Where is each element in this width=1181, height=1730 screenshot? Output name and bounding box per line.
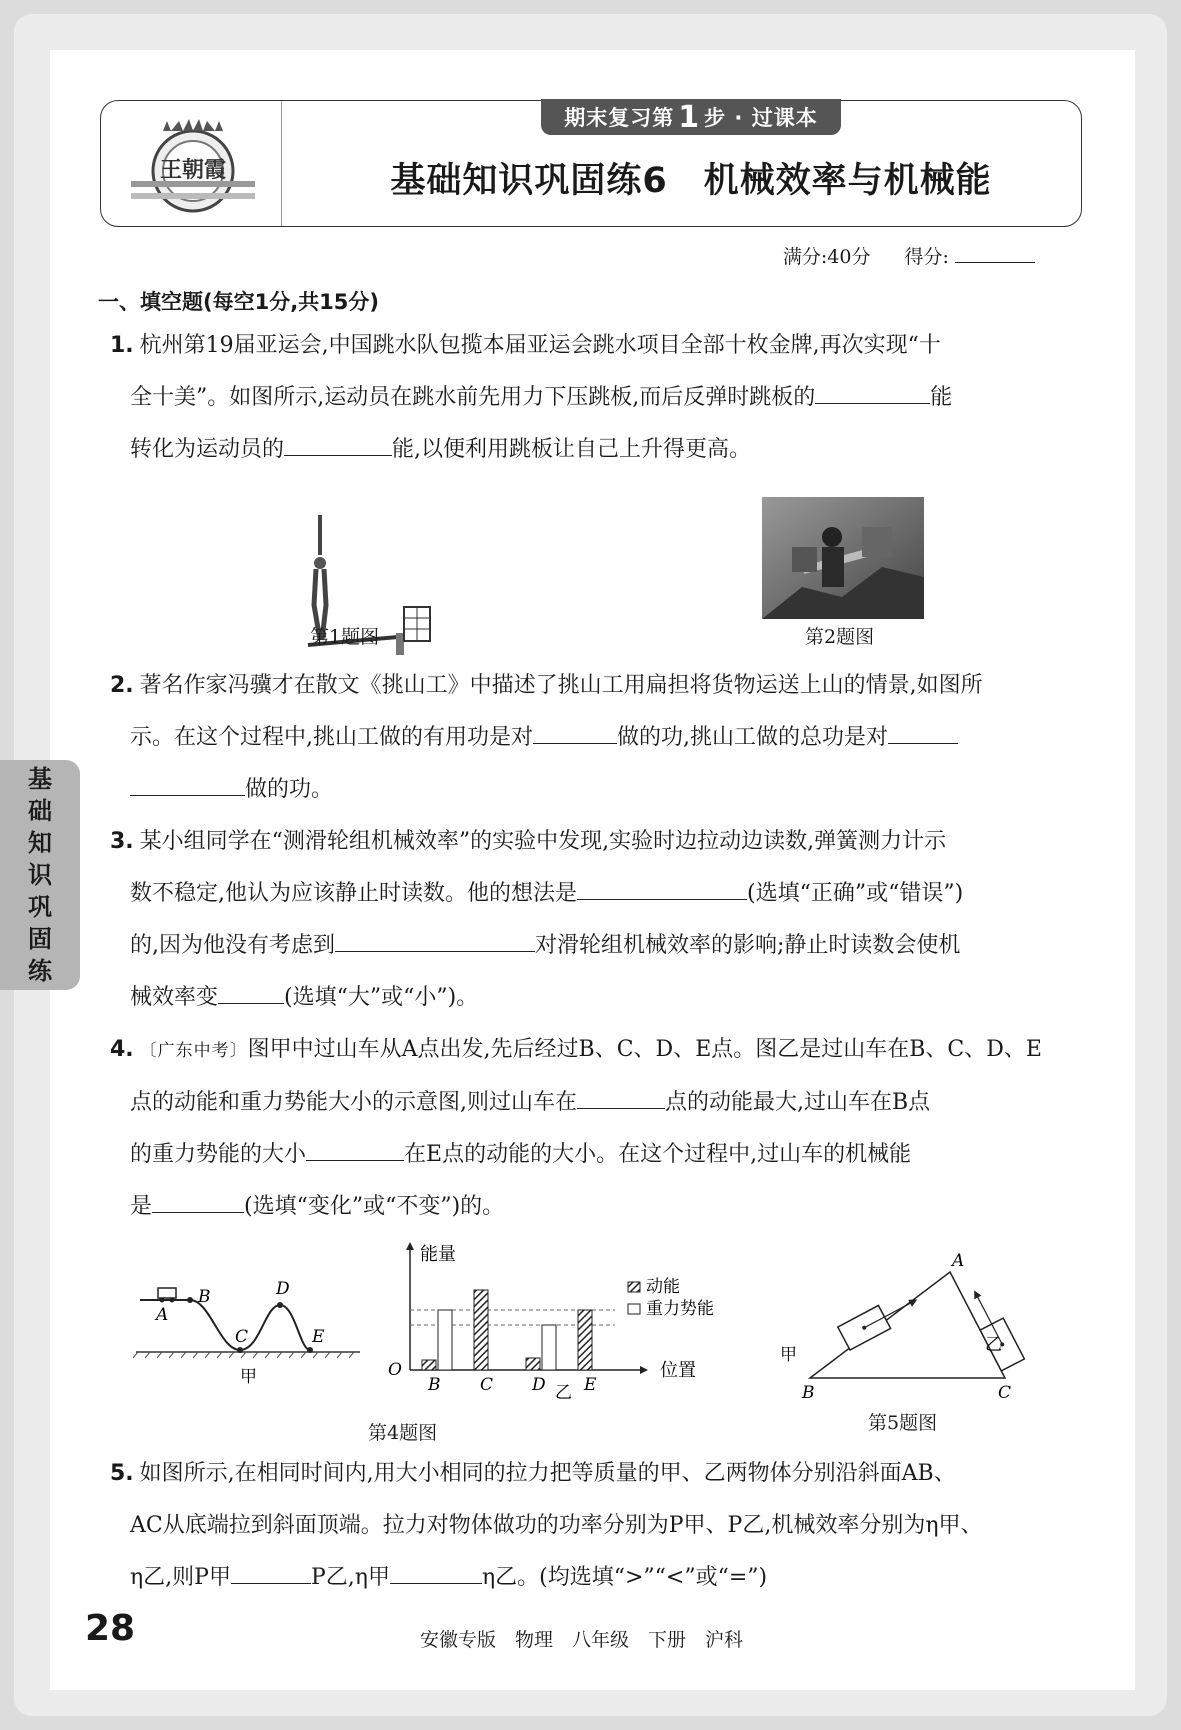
answer-blank[interactable] — [577, 1086, 665, 1109]
svg-text:乙: 乙 — [985, 1335, 1002, 1355]
q1-line2-end: 能 — [930, 385, 953, 410]
side-tab-char: 练 — [28, 957, 52, 985]
q5-line1: 如图所示,在相同时间内,用大小相同的拉力把等质量的甲、乙两物体分别沿斜面AB、 — [139, 1461, 956, 1486]
footer: 安徽专版 物理 八年级 下册 沪科 — [420, 1629, 744, 1651]
svg-text:甲: 甲 — [780, 1345, 797, 1365]
yi-label: 乙 — [555, 1383, 572, 1400]
q3-line1: 某小组同学在“测滑轮组机械效率”的实验中发现,实验时边拉动边读数,弹簧测力计示 — [139, 829, 947, 854]
x-tick-label: C — [480, 1375, 494, 1395]
answer-blank[interactable] — [390, 1561, 482, 1584]
q5-line3-end: η乙。(均选填“>”“<”或“=”) — [481, 1565, 768, 1590]
q4-line4-end: (选填“变化”或“不变”)的。 — [244, 1194, 505, 1219]
full-score: 满分:40分 — [782, 246, 871, 268]
step-tab — [541, 99, 841, 135]
figure-2-caption: 第2题图 — [805, 626, 875, 648]
roller-coaster-track — [130, 1280, 370, 1390]
question-number: 1. — [110, 333, 134, 358]
step-prefix: 期末复习第 — [564, 106, 675, 130]
q4-line2: 点的动能和重力势能大小的示意图,则过山车在 — [130, 1090, 577, 1115]
question-3 — [110, 816, 1080, 1024]
x-tick-label: E — [584, 1375, 597, 1395]
svg-text:王朝霞: 王朝霞 — [159, 157, 227, 183]
side-tab — [0, 760, 80, 990]
q3-line4-end: (选填“大”或“小”)。 — [284, 985, 479, 1010]
q1-line3-end: 能,以便利用跳板让自己上升得更高。 — [392, 437, 752, 462]
side-tab-char: 识 — [28, 861, 52, 889]
bar-potential-D — [542, 1325, 556, 1370]
score-line — [783, 242, 1035, 269]
source-tag: 〔广东中考〕 — [139, 1041, 248, 1061]
side-tab-char: 基 — [28, 765, 52, 793]
answer-blank[interactable] — [218, 981, 284, 1004]
legend-kinetic: 动能 — [646, 1277, 680, 1297]
figure-5-caption: 第5题图 — [868, 1412, 938, 1434]
answer-blank[interactable] — [130, 773, 245, 796]
q3-line3: 的,因为他没有考虑到 — [130, 933, 335, 958]
svg-text:B: B — [802, 1383, 815, 1400]
side-tab-char: 知 — [28, 829, 52, 857]
answer-blank[interactable] — [335, 929, 535, 952]
q3-line4: 械效率变 — [130, 985, 219, 1010]
question-number: 3. — [110, 829, 134, 854]
legend-potential-swatch — [628, 1304, 640, 1314]
svg-text:C: C — [235, 1327, 249, 1347]
q4-line4: 是 — [130, 1194, 153, 1219]
legend-kinetic-swatch — [628, 1282, 640, 1292]
porter-photo — [762, 497, 924, 619]
step-number: 1 — [678, 99, 701, 135]
figure-1-caption: 第1题图 — [310, 626, 380, 648]
answer-blank[interactable] — [306, 1138, 404, 1161]
bar-kinetic-C — [474, 1290, 488, 1370]
question-number: 4. — [110, 1037, 134, 1062]
header — [100, 100, 1082, 227]
score-label: 得分: — [904, 246, 949, 268]
side-tab-char: 巩 — [28, 893, 52, 921]
answer-blank[interactable] — [533, 721, 617, 744]
bar-potential-B — [438, 1310, 452, 1370]
q5-line3: η乙,则P甲 — [130, 1565, 231, 1590]
q5-line2: AC从底端拉到斜面顶端。拉力对物体做功的功率分别为P甲、P乙,机械效率分别为η甲、 — [130, 1513, 983, 1538]
step-suffix: 步 · 过课本 — [704, 106, 818, 130]
incline-figure — [780, 1250, 1050, 1400]
side-tab-char: 固 — [28, 925, 52, 953]
q5-line3-mid: P乙,η甲 — [310, 1565, 390, 1590]
header-divider — [281, 101, 282, 226]
q4-line3: 的重力势能的大小 — [130, 1142, 307, 1167]
x-tick-label: B — [428, 1375, 441, 1395]
q2-line3: 做的功。 — [245, 777, 334, 802]
logo-icon — [123, 111, 263, 216]
question-number: 5. — [110, 1461, 134, 1486]
page — [50, 50, 1135, 1690]
question-1 — [110, 320, 1080, 476]
question-4 — [110, 1024, 1080, 1233]
svg-text:B: B — [198, 1287, 211, 1307]
answer-blank[interactable] — [284, 433, 392, 456]
q4-line3-end: 在E点的动能的大小。在这个过程中,过山车的机械能 — [404, 1142, 912, 1167]
side-tab-char: 础 — [28, 797, 52, 825]
answer-blank[interactable] — [231, 1561, 311, 1584]
origin-label: O — [388, 1360, 402, 1380]
page-number: 28 — [85, 1608, 136, 1649]
question-5 — [110, 1448, 1080, 1604]
answer-blank[interactable] — [815, 381, 930, 404]
svg-text:D: D — [276, 1280, 290, 1299]
answer-blank[interactable] — [888, 721, 958, 744]
q4-line1: 图甲中过山车从A点出发,先后经过B、C、D、E点。图乙是过山车在B、C、D、E — [247, 1037, 1042, 1062]
q1-line3: 转化为运动员的 — [130, 437, 285, 462]
svg-text:甲: 甲 — [240, 1367, 257, 1387]
legend-potential: 重力势能 — [646, 1299, 714, 1319]
q2-line2: 示。在这个过程中,挑山工做的有用功是对 — [130, 725, 533, 750]
energy-bar-chart — [370, 1240, 740, 1400]
question-2 — [110, 660, 1080, 816]
x-axis-label: 位置 — [660, 1360, 696, 1381]
q4-line2-end: 点的动能最大,过山车在B点 — [665, 1090, 931, 1115]
q1-line2: 全十美”。如图所示,运动员在跳水前先用力下压跳板,而后反弹时跳板的 — [130, 385, 816, 410]
q3-line2: 数不稳定,他认为应该静止时读数。他的想法是 — [130, 881, 577, 906]
x-tick-label: D — [532, 1375, 546, 1395]
svg-text:E: E — [312, 1327, 325, 1347]
bar-kinetic-D — [526, 1358, 540, 1370]
page-title: 基础知识巩固练6 机械效率与机械能 — [390, 161, 992, 201]
score-blank[interactable] — [955, 243, 1035, 263]
figure-4-caption: 第4题图 — [368, 1422, 438, 1444]
y-axis-label: 能量 — [420, 1244, 456, 1265]
question-number: 2. — [110, 673, 134, 698]
svg-text:C: C — [998, 1383, 1012, 1400]
q1-line1: 杭州第19届亚运会,中国跳水队包揽本届亚运会跳水项目全部十枚金牌,再次实现“十 — [139, 333, 941, 358]
q3-line2-end: (选填“正确”或“错误”) — [747, 881, 964, 906]
section-title: 一、填空题(每空1分,共15分) — [98, 290, 380, 314]
q2-line2-mid: 做的功,挑山工做的总功是对 — [617, 725, 888, 750]
answer-blank[interactable] — [577, 877, 747, 900]
bar-kinetic-E — [578, 1310, 592, 1370]
bar-kinetic-B — [422, 1360, 436, 1370]
q2-line1: 著名作家冯骥才在散文《挑山工》中描述了挑山工用扁担将货物运送上山的情景,如图所 — [139, 673, 983, 698]
svg-text:A: A — [952, 1251, 965, 1271]
q3-line3-end: 对滑轮组机械效率的影响;静止时读数会使机 — [535, 933, 961, 958]
answer-blank[interactable] — [152, 1190, 244, 1213]
svg-text:A: A — [156, 1305, 169, 1325]
